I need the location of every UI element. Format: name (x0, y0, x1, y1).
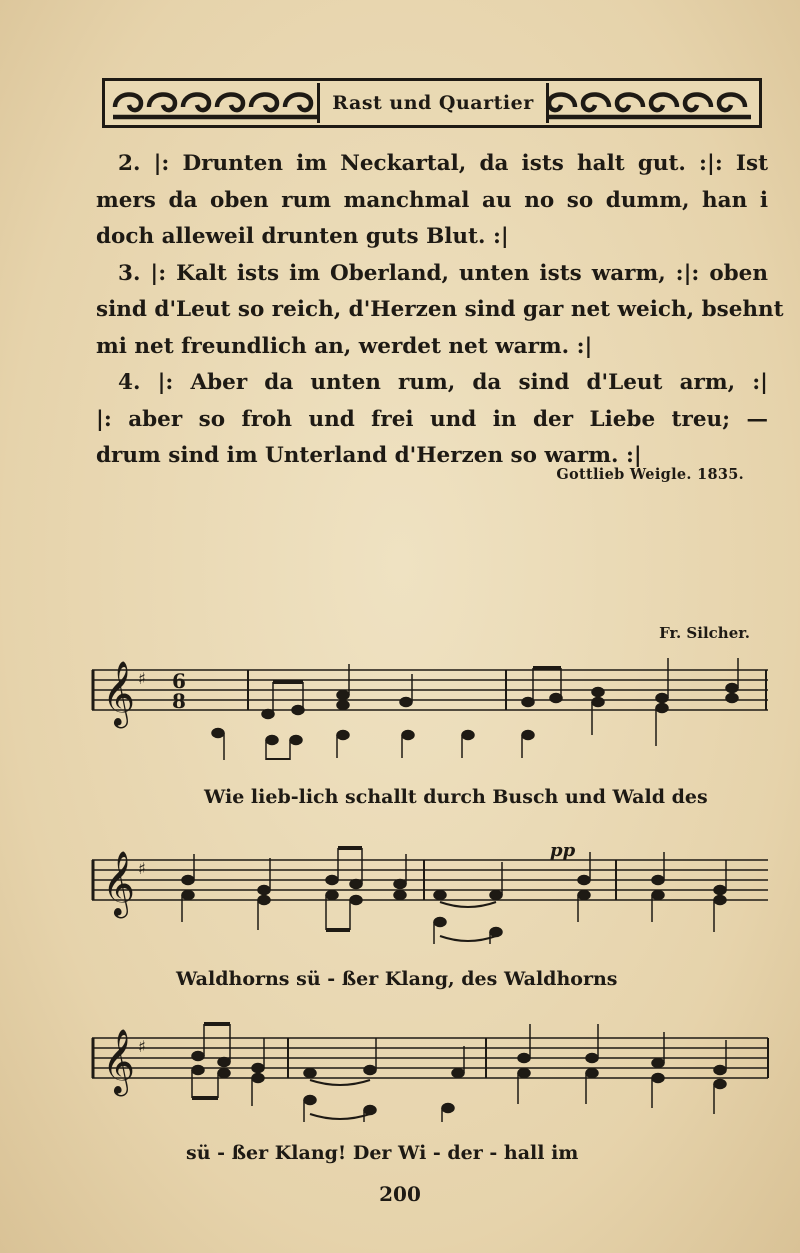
section-header (102, 78, 762, 128)
verse-line: 2. |: Drunten im Neckartal, da ists halt gut. :|: Ist (118, 151, 768, 176)
svg-text:𝄞: 𝄞 (102, 661, 136, 726)
verse-text (96, 146, 784, 475)
verse-line: mi net freundlich an, werdet net warm. :| (96, 333, 593, 359)
verse-line: mers da oben rum manchmal au no so dumm, han i (96, 187, 768, 213)
staff-notation-2 (88, 840, 772, 950)
verse-line: |: aber so froh und frei und in der Liebe treu; — (96, 406, 768, 432)
music-staff-1 (88, 650, 772, 760)
svg-text:♯: ♯ (138, 859, 146, 878)
verse-line: doch alleweil drunten guts Blut. :| (96, 224, 509, 249)
svg-text:♯: ♯ (138, 1037, 146, 1056)
scroll-ornament-left (111, 85, 319, 121)
verse-line: 4. |: Aber da unten rum, da sind d'Leut arm, :| (118, 370, 768, 395)
verse-line: 3. |: Kalt ists im Oberland, unten ists warm, :|: oben (118, 260, 768, 286)
lyricist-credit: Gottlieb Weigle. 1835. (556, 466, 744, 483)
staff-notation-1 (88, 650, 772, 760)
music-staff-3 (88, 1018, 772, 1128)
music-staff-2 (88, 840, 772, 950)
lyrics-line-2: Waldhorns sü - ßer Klang, des Waldhorns (176, 968, 618, 990)
verse-line: sind d'Leut so reich, d'Herzen sind gar net weich, bsehnt (96, 297, 784, 322)
dynamic-marking: pp (550, 840, 576, 861)
verse-line: drum sind im Unterland d'Herzen so warm. :| (96, 443, 642, 468)
staff-notation-3 (88, 1018, 772, 1128)
time-sig-denominator: 8 (172, 689, 186, 713)
time-sig-numerator: 6 (172, 669, 186, 693)
composer-credit: Fr. Silcher. (659, 624, 750, 642)
svg-text:♯: ♯ (138, 669, 146, 688)
section-title: Rast und Quartier (317, 83, 549, 123)
scroll-ornament-right (545, 85, 753, 121)
lyrics-line-3: sü - ßer Klang! Der Wi - der - hall im (186, 1142, 579, 1164)
page-number: 200 (379, 1182, 421, 1206)
svg-text:𝄞: 𝄞 (102, 1029, 136, 1094)
lyrics-line-1: Wie lieb-lich schallt durch Busch und Wald des (204, 786, 708, 808)
svg-text:𝄞: 𝄞 (102, 851, 136, 916)
